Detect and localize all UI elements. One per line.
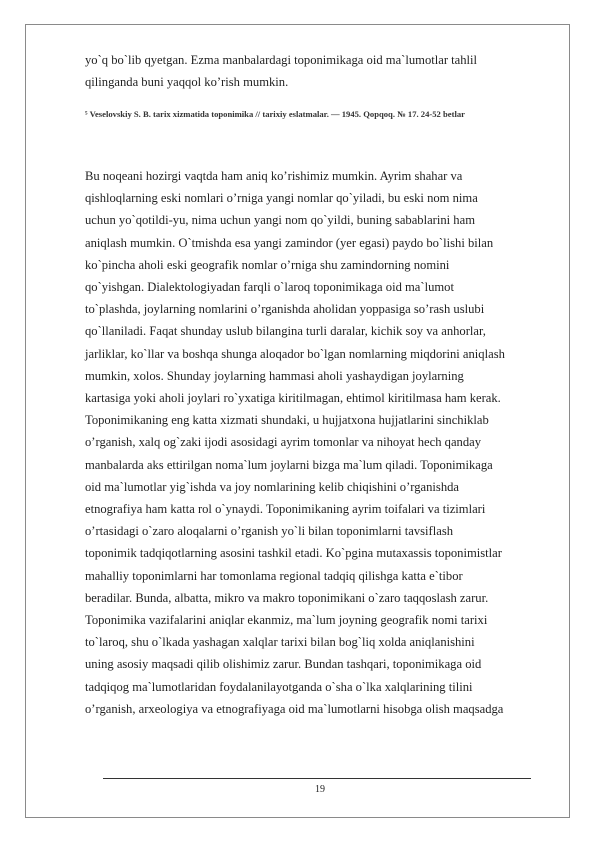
text-line: mumkin, xolos. Shunday joylarning hammasi aholi yashaydigan joylarning	[85, 368, 464, 383]
text-line: Toponimikaning eng katta xizmati shundaki, u hujjatxona hujjatlarini sinchiklab	[85, 413, 489, 428]
text-line: Toponimika vazifalarini aniqlar ekanmiz, ma`lum joyning geografik nomi tarixi	[85, 613, 488, 628]
text-line: o’rganish, arxeologiya va etnografiyaga oid ma`lumotlarni hisobga olish maqsadga	[85, 701, 504, 716]
text-line: yo`q bo`lib qyetgan. Ezma manbalardagi toponimikaga oid ma`lumotlar tahlil	[85, 53, 478, 67]
text-line: toponimik tadqiqotlarning asosini tashkil etadi. Ko`pgina mutaxassis toponimistlar	[85, 546, 502, 561]
text-line: o’rtasidagi o`zaro aloqalarni o’rganish yo`li bilan toponimlarni tavsiflash	[85, 524, 454, 539]
body-paragraph	[85, 165, 555, 720]
text-line: to`laroq, shu o`lkada yashagan xalqlar tarixi bilan bog`liq xolda aniqlanishini	[85, 635, 475, 650]
top-paragraph	[85, 50, 555, 93]
text-line: uchun yo`qotildi-yu, nima uchun yangi nom qo`yildi, buning sabablarini ham	[85, 213, 475, 228]
text-line: qilinganda buni yaqqol ko’rish mumkin.	[85, 74, 289, 89]
text-line: oid ma`lumotlar yig`ishda va joy nomlarining kelib chiqishini o’rganishda	[85, 479, 460, 494]
text-line: beradilar. Bunda, albatta, mikro va makro toponimikani o`zaro taqqoslash zarur.	[85, 590, 489, 605]
text-line: Bu noqeani hozirgi vaqtda ham aniq ko’rishimiz mumkin. Ayrim shahar va	[85, 169, 463, 183]
text-line: uning asosiy maqsadi qilib olishimiz zarur. Bundan tashqari, toponimikaga oid	[85, 657, 482, 672]
footer-divider	[103, 778, 531, 779]
text-line: mahalliy toponimlarni har tomonlama regional tadqiq qilishga katta e`tibor	[85, 568, 463, 583]
text-line: ko`pincha aholi eski geografik nomlar o’rniga shu zamindorning nomini	[85, 257, 450, 272]
text-line: to`plashda, joylarning nomlarini o’rganishda aholidan yoppasiga so’rash uslubi	[85, 302, 485, 317]
text-line: kartasiga yoki aholi joylari ro`yxatiga kiritilmagan, ehtimol kiritilmasa ham kerak.	[85, 391, 501, 406]
text-line: jarliklar, ko`llar va boshqa shunga aloqador bo`lgan nomlarning miqdorini aniqlash	[85, 346, 505, 361]
text-line: etnografiya ham katta rol o`ynaydi. Toponimikaning ayrim toifalari va tizimlari	[85, 502, 486, 517]
text-line: aniqlash mumkin. O`tmishda esa yangi zamindor (yer egasi) paydo bo`lishi bilan	[85, 235, 494, 250]
text-line: qo`llaniladi. Faqat shunday uslub bilangina turli daralar, kichik soy va anhorlar,	[85, 324, 486, 339]
footnote: ⁵ Veselovskiy S. B. tarix xizmatida toponimika // tarixiy eslatmalar. — 1945. Qopqoq. № 17. 24-52 betlar	[85, 109, 465, 119]
text-line: tadqiqog ma`lumotlaridan foydalanilayotganda o`sha o`lka xalqlarining tilini	[85, 679, 473, 694]
page-number: 19	[315, 784, 325, 795]
text-line: qishloqlarning eski nomlari o’rniga yangi nomlar qo`yiladi, bu eski nom nima	[85, 191, 478, 206]
text-line: qo`yishgan. Dialektologiyadan farqli o`laroq toponimikaga oid ma`lumot	[85, 280, 454, 295]
text-line: o’rganish, xalq og`zaki ijodi asosidagi ayrim tomonlar va nihoyat hech qanday	[85, 435, 482, 450]
text-line: manbalarda aks ettirilgan noma`lum joylarni bizga ma`lum qiladi. Toponimikaga	[85, 457, 493, 472]
